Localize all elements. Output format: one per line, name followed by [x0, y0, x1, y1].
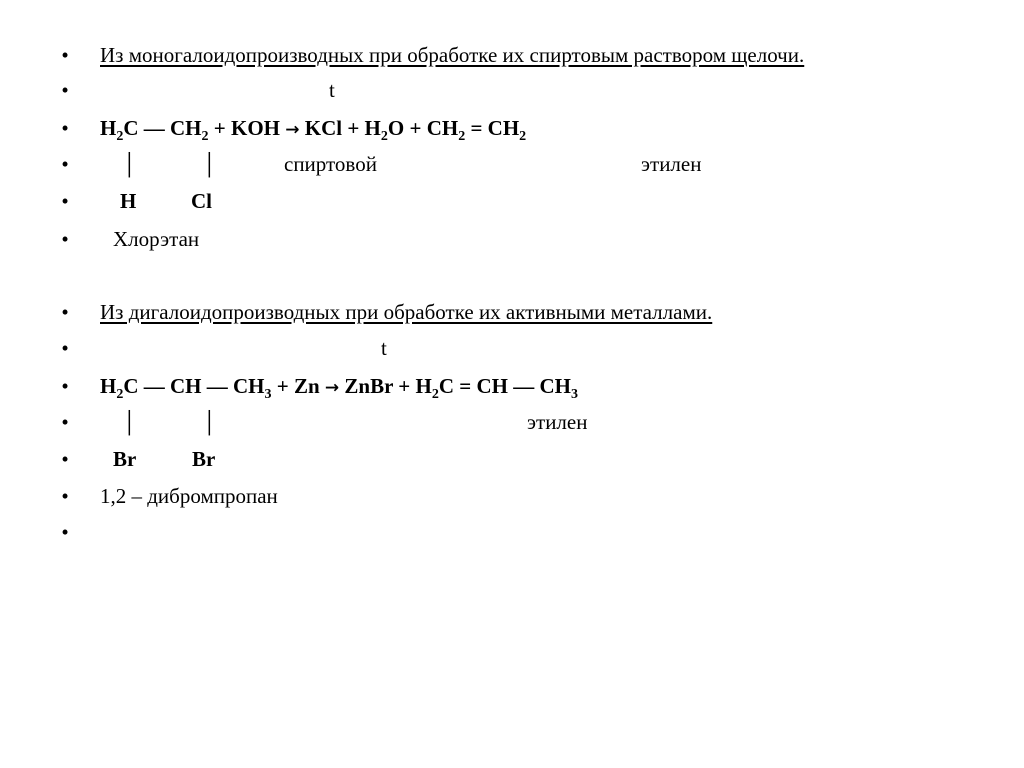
- bullet-icon: •: [61, 520, 69, 544]
- bullet-icon: •: [61, 227, 69, 251]
- bullet-icon: •: [61, 484, 69, 508]
- bullet-icon: •: [61, 410, 69, 434]
- list-item: [0, 294, 1024, 330]
- section2-heading: Из дигалоидопроизводных при обработке их активными металлами.: [100, 300, 713, 324]
- arrow-right-icon: →: [285, 120, 300, 140]
- bullet-icon: •: [61, 189, 69, 213]
- bullet-icon: •: [61, 116, 69, 140]
- section1-heading: Из моногалоидопроизводных при обработке их спиртовым раствором щелочи.: [100, 43, 805, 67]
- list-item: [0, 72, 1024, 108]
- reaction-condition: t: [381, 336, 387, 360]
- reactant-name: 1,2 – дибромпропан: [100, 484, 278, 508]
- list-item: [0, 441, 1024, 477]
- list-item: [0, 478, 1024, 514]
- substituent: H: [120, 189, 137, 213]
- product-name: этилен: [641, 152, 702, 176]
- list-item: [0, 146, 1024, 182]
- list-item: [0, 37, 1024, 73]
- list-item: [0, 221, 1024, 257]
- reaction-equation-2: $H_2C$ — CH — $CH_3 + Zn$ → ZnBr + $H_2C$ = CH — $CH_3$: [100, 374, 578, 402]
- bond-mark: │: [202, 410, 217, 434]
- list-item: [0, 404, 1024, 440]
- list-item: [0, 368, 1024, 404]
- bullet-icon: •: [61, 300, 69, 324]
- substituent: Br: [113, 447, 137, 471]
- bullet-icon: •: [61, 336, 69, 360]
- list-item: [0, 330, 1024, 366]
- bullet-icon: •: [61, 447, 69, 471]
- reactant-name: Хлорэтан: [113, 227, 200, 251]
- bond-mark: │: [122, 152, 137, 176]
- list-item: [0, 110, 1024, 146]
- reaction-equation-1: $H_2C$ — $CH_2$ + KOH → KCl + $H_2O + CH_2 = CH_2$: [100, 116, 527, 144]
- substituent: Br: [192, 447, 216, 471]
- bullet-icon: •: [61, 43, 69, 67]
- bullet-icon: •: [61, 374, 69, 398]
- substituent: Cl: [191, 189, 212, 213]
- bullet-icon: •: [61, 152, 69, 176]
- bond-mark: │: [122, 410, 137, 434]
- list-item: [0, 514, 1024, 550]
- list-item: [0, 183, 1024, 219]
- reagent-note: спиртовой: [284, 152, 377, 176]
- bullet-icon: •: [61, 78, 69, 102]
- product-name: этилен: [527, 410, 588, 434]
- bond-mark: │: [202, 152, 217, 176]
- arrow-right-icon: →: [324, 378, 340, 398]
- reaction-condition: t: [329, 78, 335, 102]
